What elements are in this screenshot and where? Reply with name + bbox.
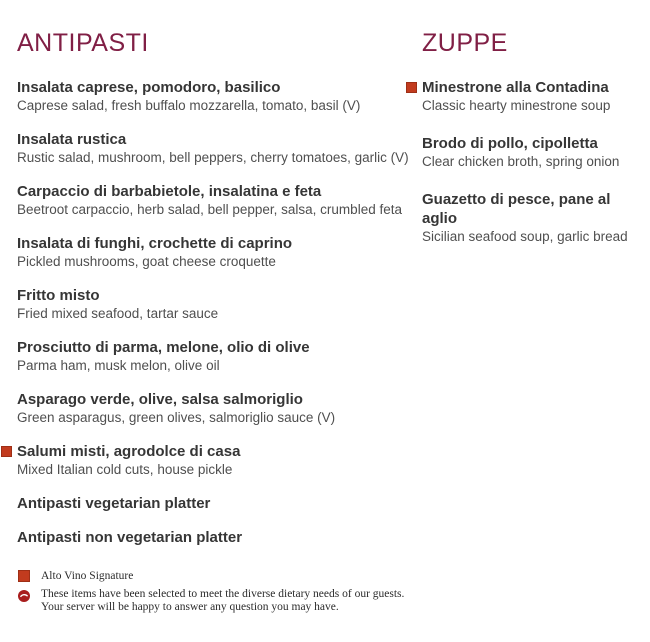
item-title: Carpaccio di barbabietole, insalatina e feta bbox=[17, 183, 322, 200]
item-title: Antipasti non vegetarian platter bbox=[17, 529, 243, 546]
item-desc: Fried mixed seafood, tartar sauce bbox=[17, 306, 219, 321]
item-title: Antipasti vegetarian platter bbox=[17, 495, 211, 512]
menu-item bbox=[17, 528, 409, 547]
item-title: Insalata caprese, pomodoro, basilico bbox=[17, 79, 281, 96]
legend-dietary-row bbox=[18, 588, 404, 614]
item-list bbox=[17, 78, 409, 547]
menu-item bbox=[422, 78, 648, 115]
item-title: Prosciutto di parma, melone, olio di olive bbox=[17, 339, 310, 356]
item-desc: Classic hearty minestrone soup bbox=[422, 98, 611, 113]
section-title: ZUPPE bbox=[422, 29, 508, 57]
legend-dietary-text bbox=[41, 588, 404, 614]
signature-square-icon bbox=[18, 570, 30, 582]
item-title: Fritto misto bbox=[17, 287, 100, 304]
menu-item bbox=[17, 78, 409, 115]
item-title: Insalata rustica bbox=[17, 131, 127, 148]
menu-item bbox=[17, 182, 409, 219]
legend-signature-label: Alto Vino Signature bbox=[41, 570, 134, 582]
menu-item bbox=[422, 190, 648, 246]
signature-marker-icon bbox=[406, 82, 417, 93]
signature-marker-icon bbox=[1, 446, 12, 457]
menu-item bbox=[17, 338, 409, 375]
legend-signature-row bbox=[18, 570, 404, 583]
item-desc: Sicilian seafood soup, garlic bread bbox=[422, 229, 628, 244]
section-antipasti bbox=[17, 28, 409, 562]
menu-item bbox=[17, 234, 409, 271]
item-title: Guazetto di pesce, pane al aglio bbox=[422, 191, 611, 227]
item-desc: Beetroot carpaccio, herb salad, bell pepper, salsa, crumbled feta bbox=[17, 202, 402, 217]
item-desc: Parma ham, musk melon, olive oil bbox=[17, 358, 220, 373]
item-list bbox=[422, 78, 648, 246]
item-desc: Rustic salad, mushroom, bell peppers, cherry tomatoes, garlic (V) bbox=[17, 150, 409, 165]
item-title: Brodo di pollo, cipolletta bbox=[422, 135, 598, 152]
legend-dietary-line2: Your server will be happy to answer any question you may have. bbox=[41, 601, 339, 613]
item-title: Asparago verde, olive, salsa salmoriglio bbox=[17, 391, 303, 408]
menu-item bbox=[17, 390, 409, 427]
legend-dietary-line1: These items have been selected to meet the diverse dietary needs of our guests. bbox=[41, 588, 405, 600]
item-desc: Pickled mushrooms, goat cheese croquette bbox=[17, 254, 276, 269]
menu-item bbox=[17, 494, 409, 513]
item-title: Minestrone alla Contadina bbox=[422, 79, 609, 96]
menu-item bbox=[17, 442, 409, 479]
item-title: Insalata di funghi, crochette di caprino bbox=[17, 235, 293, 252]
dietary-circle-icon bbox=[18, 589, 30, 601]
menu-item bbox=[422, 134, 648, 171]
item-desc: Mixed Italian cold cuts, house pickle bbox=[17, 462, 233, 477]
item-desc: Clear chicken broth, spring onion bbox=[422, 154, 620, 169]
legend bbox=[18, 570, 404, 619]
section-title: ANTIPASTI bbox=[17, 29, 149, 57]
item-desc: Caprese salad, fresh buffalo mozzarella, tomato, basil (V) bbox=[17, 98, 361, 113]
menu-item bbox=[17, 286, 409, 323]
section-zuppe bbox=[422, 28, 648, 265]
item-desc: Green asparagus, green olives, salmoriglio sauce (V) bbox=[17, 410, 336, 425]
menu-item bbox=[17, 130, 409, 167]
item-title: Salumi misti, agrodolce di casa bbox=[17, 443, 241, 460]
